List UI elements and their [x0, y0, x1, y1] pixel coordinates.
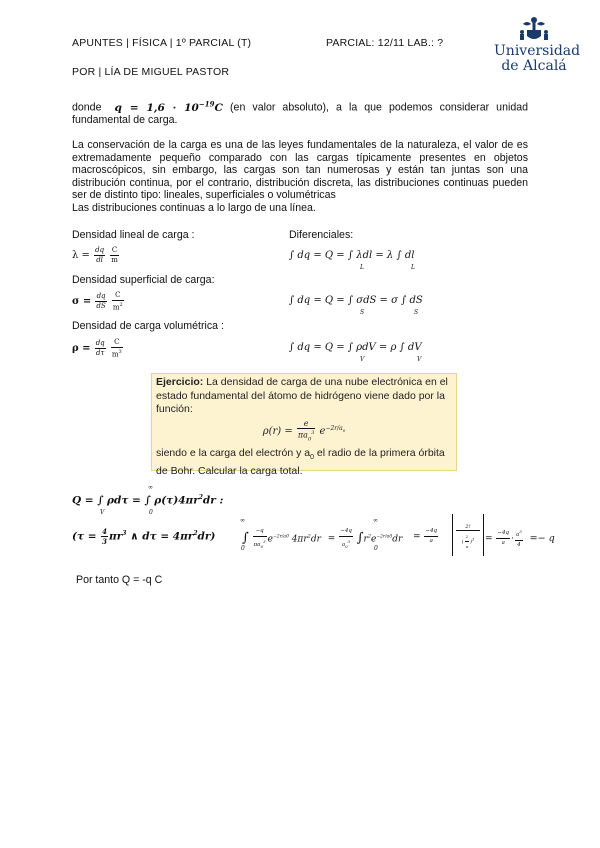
- header-exam-info: PARCIAL: 12/11 LAB.: ?: [326, 37, 444, 49]
- chain-int1-low: 0: [241, 545, 245, 552]
- volume-density-label: Densidad de carga volumétrica :: [72, 320, 224, 332]
- exercise-box: [151, 373, 457, 477]
- volume-sub-V1: V: [360, 356, 365, 363]
- linear-sub-L1: L: [360, 264, 364, 271]
- surface-density-label: Densidad superficial de carga:: [72, 274, 215, 286]
- solution-integral-chain: ∫ $\frac{-q}{\pi a_0^3}$ $e^{-2r/a0}$ $4\pi r^2dr$ = $\frac{-4q}{a_0^3}$ $\int r^2e^{-2r/a0}dr$: [242, 528, 403, 549]
- chain-int1-high: ∞: [240, 517, 245, 524]
- solution-line-1: Q = ∫ ρdτ = ∫ $\rho(\tau)4\pi r^2dr$ :: [72, 494, 224, 507]
- intro-after: (en valor absoluto), a la que podemos considerar unidad fundamental de carga.: [72, 101, 528, 127]
- logo-line-2: de Alcalá: [501, 58, 567, 74]
- chain-int2-high: ∞: [373, 517, 378, 524]
- charge-formula: $q = 1,6 \cdot 10^{-19}C$: [114, 99, 223, 114]
- solution-bracket: 2! ( $\frac{2}{a}$ )$^3$: [452, 514, 484, 556]
- volume-sub-V2: V: [417, 356, 422, 363]
- solution-line-2: (τ = $\frac{4}{3}$ $\pi r^3$ ∧ $d\tau = 4\pi r^2dr$): [72, 527, 216, 546]
- university-logo: [494, 14, 581, 80]
- header-author: POR | LÍA DE MIGUEL PASTOR: [72, 66, 230, 78]
- linear-density-label: Densidad lineal de carga :: [72, 229, 195, 241]
- solution-sup-inf: ∞: [148, 484, 153, 491]
- solution-sub-V: V: [100, 509, 105, 516]
- solution-sub-0: 0: [149, 509, 153, 516]
- solution-bracket-term: = $\frac{-4q}{a}$: [413, 528, 438, 544]
- crest-icon: [494, 14, 574, 44]
- surface-sub-S1: S: [360, 309, 365, 316]
- solution-final: = $\frac{-4q}{a}$ · $\frac{a^3}{4}$ =− q: [485, 529, 555, 548]
- intro-before: donde: [72, 101, 102, 114]
- lambda-formula: λ = $\frac{dq}{dl}$ $\frac{C}{m}$: [72, 246, 118, 264]
- intro-text: [72, 98, 528, 127]
- linear-integral: ∫ dq = Q = ∫ λdl = λ ∫ dl: [289, 250, 415, 261]
- logo-line-1: Universidad: [494, 43, 581, 59]
- surface-sub-S2: S: [414, 309, 419, 316]
- surface-integral: ∫ dq = Q = ∫ σdS = σ ∫ dS: [289, 295, 423, 306]
- chain-int2-low: 0: [374, 545, 378, 552]
- rho-formula: ρ = $\frac{dq}{d\tau}$ $\frac{C}{m^3}$: [72, 338, 122, 359]
- sigma-formula: σ = $\frac{dq}{dS}$ $\frac{C}{m^2}$: [72, 291, 123, 312]
- linear-sub-L2: L: [411, 264, 415, 271]
- volume-integral: ∫ dq = Q = ∫ ρdV = ρ ∫ dV: [289, 342, 422, 353]
- conclusion-text: Por tanto Q = -q C: [76, 574, 163, 586]
- exercise-statement: Ejercicio: La densidad de carga de una nube electrónica en el estado fundamental del átomo de hidrógeno viene dado por la función:: [156, 376, 448, 416]
- continuous-line-text: Las distribuciones continuas a lo largo de una línea.: [72, 202, 316, 214]
- conservation-paragraph: La conservación de la carga es una de las leyes fundamentales de la naturaleza, el valor de es extremadamente pequeño comparado con las cargas típicamente presentes en objetos macroscópicos, sin embargo, las cargas son tan numerosas y están tan juntas son una distribución continua, por el contrario, distribución discreta, las distribuciones continuas pueden ser de distinto tipo: lineales, superficiales o volumétricas: [72, 139, 528, 202]
- header-course: APUNTES | FÍSICA | 1º PARCIAL (T): [72, 37, 252, 49]
- exercise-formula: ρ(r) = $\frac{e}{\pi a_0^3}$ $e^{-2r/a_0}$: [262, 418, 346, 443]
- exercise-description: siendo e la carga del electrón y $a_0$ el radio de la primera órbita de Bohr. Calcular la carga total.: [156, 447, 445, 477]
- differentials-label: Diferenciales:: [289, 229, 354, 241]
